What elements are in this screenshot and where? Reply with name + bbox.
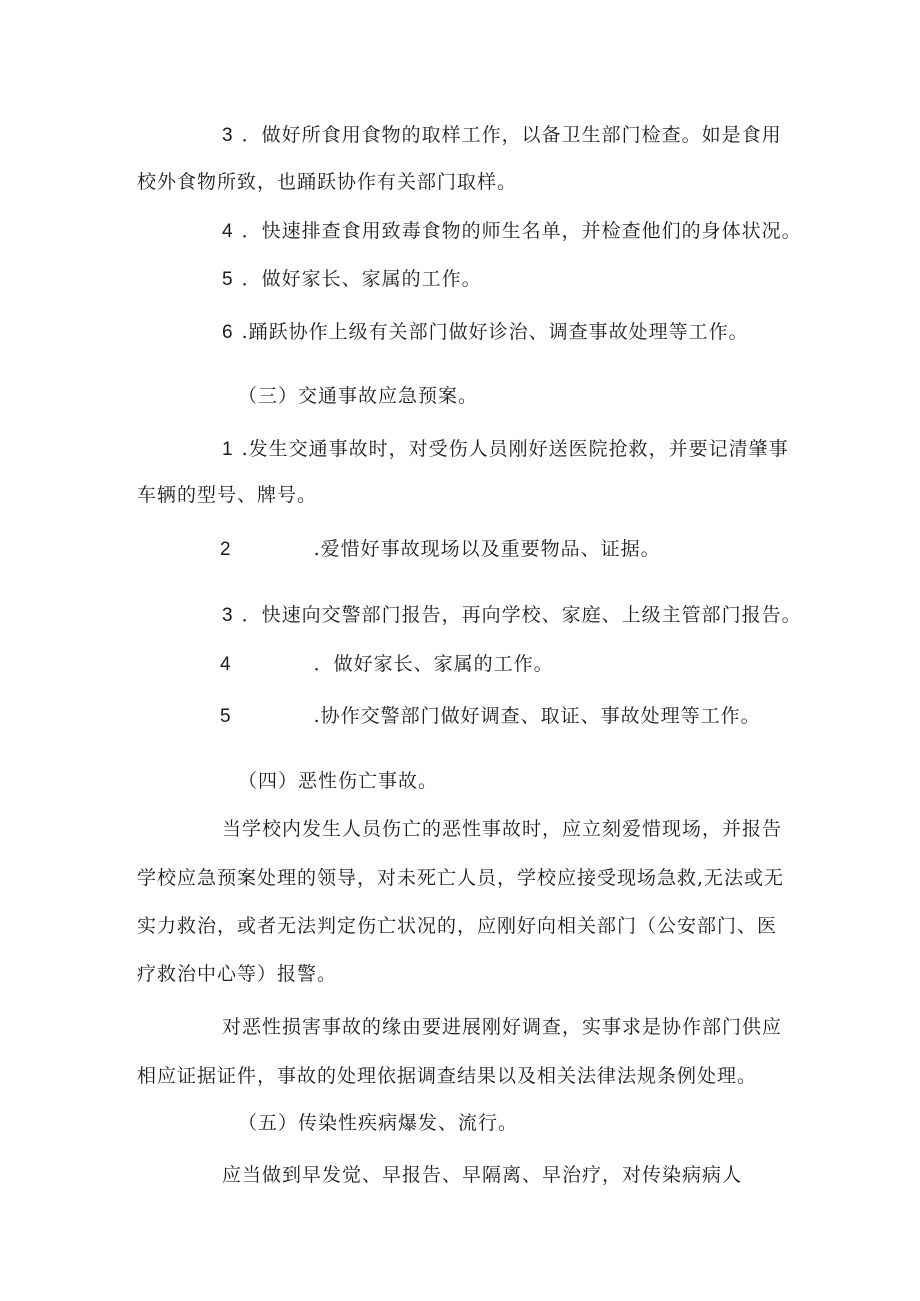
paragraph-text: 疗救治中心等）报警。 xyxy=(137,963,338,985)
item-text: ．做好所食用食物的取样工作，以备卫生部门检查。如是食用 xyxy=(241,124,782,146)
item-text: .协作交警部门做好调查、取证、事故处理等工作。 xyxy=(313,705,761,727)
paragraph-text: 学校应急预案处理的领导，对未死亡人员，学校应接受现场急救,无法或无 xyxy=(137,867,785,889)
paragraph-text: 对恶性损害事故的缘由要进展刚好调查，实事求是协作部门供应 xyxy=(222,1016,783,1038)
item-number: 1 xyxy=(222,439,234,460)
item-text: 校外食物所致，也踊跃协作有关部门取样。 xyxy=(137,171,518,193)
traffic-item-2 xyxy=(220,537,661,562)
list-item-5 xyxy=(222,267,482,292)
heading-text: （三）交通事故应急预案。 xyxy=(238,385,479,407)
item-number: 3 xyxy=(222,125,234,146)
item-number: 6 xyxy=(222,322,234,343)
item-text: .发生交通事故时，对受伤人员刚好送医院抢救，并要记清肇事 xyxy=(241,438,789,460)
list-item-6 xyxy=(222,320,749,345)
item-text: ．做好家长、家属的工作。 xyxy=(241,268,482,290)
paragraph-text: 相应证据证件，事故的处理依据调查结果以及相关法律法规条例处理。 xyxy=(137,1065,758,1087)
traffic-item-1-line2 xyxy=(137,483,317,507)
item-number: 3 xyxy=(222,605,234,626)
item-text: .爱惜好事故现场以及重要物品、证据。 xyxy=(313,538,661,560)
traffic-item-1-line1 xyxy=(222,437,789,462)
section-heading-epidemic xyxy=(238,1111,518,1135)
paragraph-text: 实力救治，或者无法判定伤亡状况的，应刚好向相关部门（公安部门、医 xyxy=(137,915,778,937)
paragraph-investigation-line1 xyxy=(222,1015,782,1039)
paragraph-fatal-line2 xyxy=(137,866,784,890)
item-text: .踊跃协作上级有关部门做好诊治、调查事故处理等工作。 xyxy=(241,321,749,343)
item-number: 2 xyxy=(220,539,232,560)
section-heading-traffic xyxy=(238,384,478,408)
heading-text: （四）恶性伤亡事故。 xyxy=(238,770,439,792)
paragraph-investigation-line2 xyxy=(137,1064,757,1088)
paragraph-fatal-line3 xyxy=(137,914,777,938)
heading-text: （五）传染性疾病爆发、流行。 xyxy=(238,1112,519,1134)
list-item-3-line2 xyxy=(137,170,517,194)
item-text: ．做好家长、家属的工作。 xyxy=(313,653,554,675)
paragraph-epidemic-line1 xyxy=(222,1163,742,1187)
item-text: 车辆的型号、牌号。 xyxy=(137,484,318,506)
section-heading-fatal xyxy=(238,769,438,793)
item-number: 4 xyxy=(220,654,232,675)
list-item-4 xyxy=(222,219,802,244)
traffic-item-3 xyxy=(222,603,802,628)
item-number: 4 xyxy=(222,221,234,242)
traffic-item-5 xyxy=(220,704,761,729)
item-text: ．快速向交警部门报告，再向学校、家庭、上级主管部门报告。 xyxy=(241,604,802,626)
item-number: 5 xyxy=(220,706,232,727)
item-text: ．快速排查食用致毒食物的师生名单，并检查他们的身体状况。 xyxy=(241,220,802,242)
list-item-3-line1 xyxy=(222,123,782,148)
paragraph-fatal-line1 xyxy=(222,817,782,841)
paragraph-text: 当学校内发生人员伤亡的恶性事故时，应立刻爱惜现场，并报告 xyxy=(222,818,783,840)
paragraph-text: 应当做到早发觉、早报告、早隔离、早治疗，对传染病病人 xyxy=(222,1164,743,1186)
traffic-item-4 xyxy=(220,652,554,677)
item-number: 5 xyxy=(222,269,234,290)
paragraph-fatal-line4 xyxy=(137,962,337,986)
